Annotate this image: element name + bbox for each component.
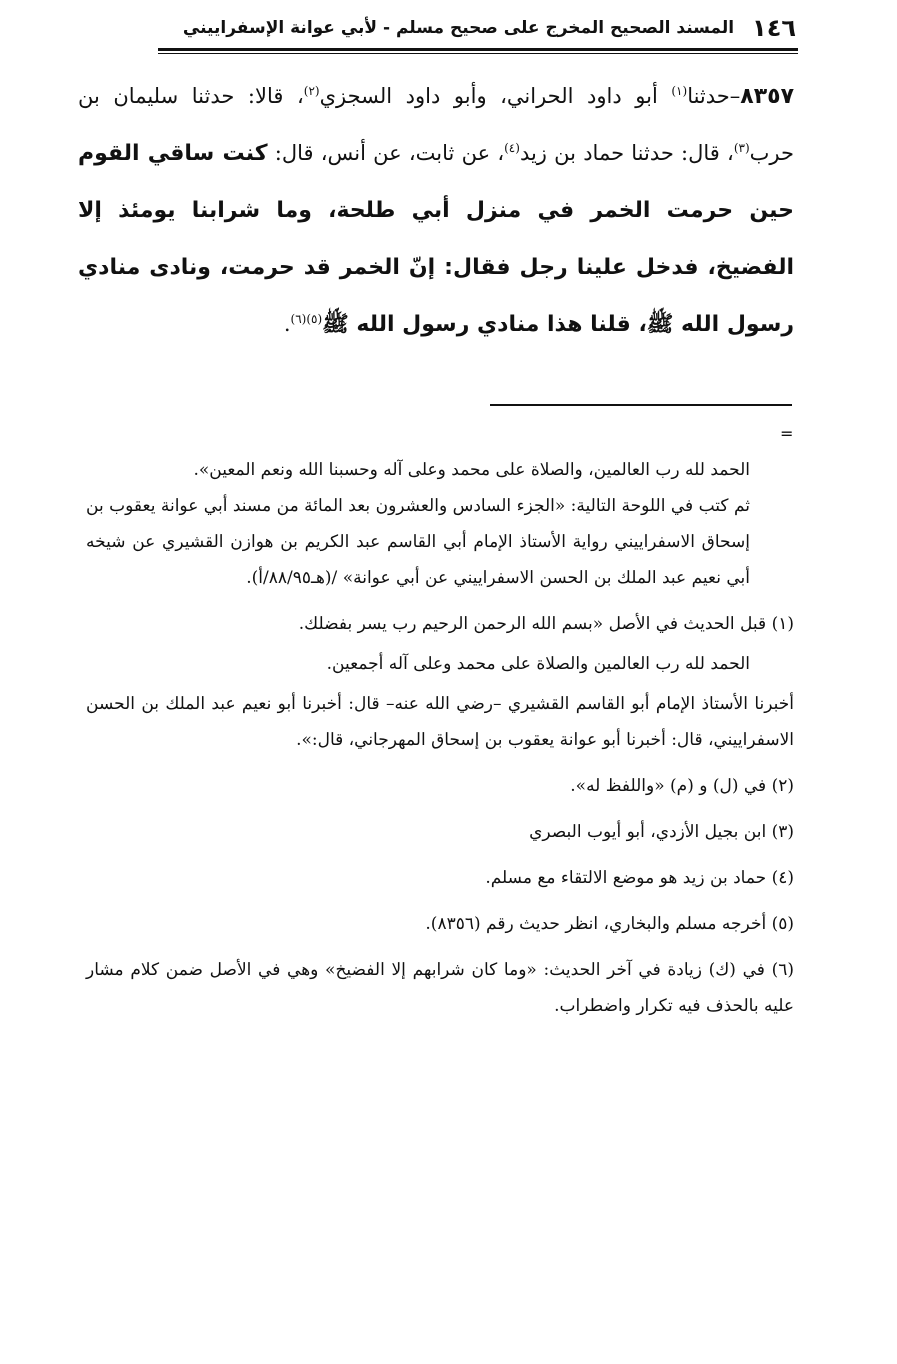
hadith-isnad-3: ، قالا: حدثنا سليمان بن حرب — [78, 84, 794, 165]
footnote-1-line-2: الحمد لله رب العالمين والصلاة على محمد وعلى آله أجمعين. — [326, 654, 750, 674]
footnote-ref-3: (٣) — [733, 141, 750, 155]
footnote-continuation-1: الحمد لله رب العالمين، والصلاة على محمد وعلى آله وحسبنا الله ونعم المعين». — [193, 460, 750, 480]
hadith-end: . — [283, 312, 291, 336]
footnote-6: (٦) في (ك) زيادة في آخر الحديث: «وما كان شرابهم إلا الفضيخ» وهي في الأصل ضمن كلام مشار عليه بالحذف فيه تكرار واضطراب. — [86, 960, 794, 1016]
hadith-isnad-5: ، عن ثابت، عن أنس، قال: — [267, 141, 505, 165]
hadith-isnad-2: أبو داود الحراني، وأبو داود السجزي — [319, 84, 672, 108]
footnotes — [86, 452, 794, 1024]
footnote-continuation-2: ثم كتب في اللوحة التالية: «الجزء السادس والعشرون بعد المائة من مسند أبي عوانة يعقوب بن إسحاق الاسفراييني رواية الأستاذ الإمام أبي القاسم عبد الكريم بن هوازن القشيري عن شيخه أبي نعيم عبد الملك بن الحسن الاسفراييني عن أبي عوانة» /(هـ٨٨/٩٥/أ). — [86, 496, 750, 588]
footnote-ref-2: (٢) — [303, 84, 320, 98]
footnote-ref-1: (١) — [671, 84, 688, 98]
footnote-ref-4: (٤) — [504, 141, 520, 155]
hadith-number: ٨٣٥٧ — [740, 84, 794, 109]
running-header — [160, 14, 796, 42]
footnote-5: (٥) أخرجه مسلم والبخاري، انظر حديث رقم (٨٣٥٦). — [425, 914, 794, 934]
hadith-matn: كنت ساقي القوم حين حرمت الخمر في منزل أبي طلحة، وما شرابنا يومئذ إلا الفضيخ، فدخل علينا رجل فقال: إنّ الخمر قد حرمت، ونادى منادي رسول الله ﷺ، قلنا هذا منادي رسول الله ﷺ — [78, 141, 794, 337]
footnote-4: (٤) حماد بن زيد هو موضع الالتقاء مع مسلم. — [485, 868, 794, 888]
footnote-1-line-3: أخبرنا الأستاذ الإمام أبو القاسم القشيري –رضي الله عنه– قال: أخبرنا أبو نعيم عبد الملك بن الحسن الاسفراييني، قال: أخبرنا أبو عوانة يعقوب بن إسحاق المهرجاني، قال:». — [86, 694, 794, 750]
hadith-isnad-4: ، قال: حدثنا حماد بن زيد — [519, 141, 734, 165]
footnote-separator — [490, 404, 792, 406]
footnote-3: (٣) ابن بجيل الأزدي، أبو أيوب البصري — [529, 822, 794, 842]
header-rule-thick — [158, 48, 798, 51]
footnote-1: (١) قبل الحديث في الأصل «بسم الله الرحمن الرحيم رب يسر بفضلك. — [298, 614, 794, 634]
page-number: ١٤٦ — [752, 14, 796, 42]
footnote-ref-5-6: (٥)(٦) — [290, 312, 323, 326]
footnote-2: (٢) في (ل) و (م) «واللفظ له». — [570, 776, 794, 796]
header-rule-thin — [158, 53, 798, 54]
hadith-isnad-1: –حدثنا — [687, 84, 741, 108]
hadith-text — [78, 68, 794, 353]
book-title: المسند الصحيح المخرج على صحيح مسلم - لأبي عوانة الإسفراييني — [182, 18, 735, 38]
continuation-mark: = — [780, 424, 794, 443]
